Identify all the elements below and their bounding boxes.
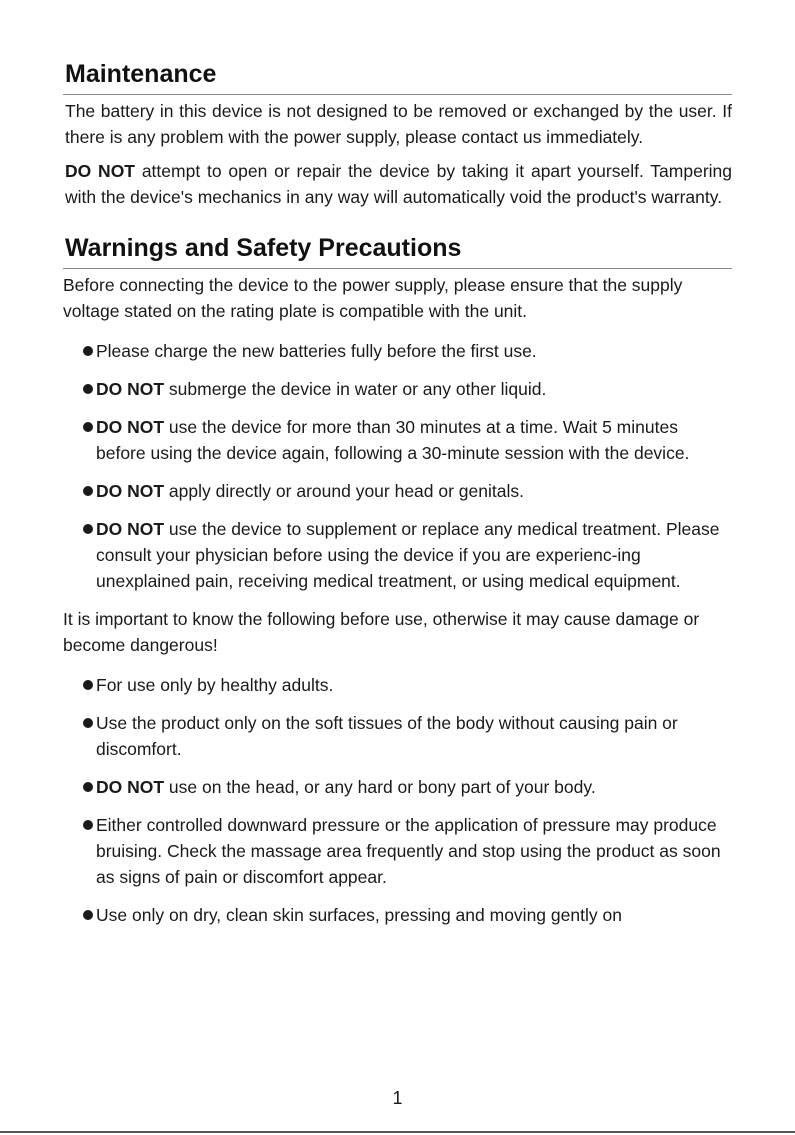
list-item-text: use on the head, or any hard or bony part of your body. (164, 777, 596, 797)
list-item-text: Use the product only on the soft tissues of the body without causing pain or discomfort. (96, 713, 678, 759)
list-item-text: use the device for more than 30 minutes at a time. Wait 5 minutes before using the device again, following a 30-minute session with the device. (96, 417, 690, 463)
list-item (63, 672, 732, 698)
bullet-icon (83, 524, 93, 534)
bullet-icon (83, 346, 93, 356)
page-number: 1 (392, 1088, 403, 1108)
bullet-icon (83, 422, 93, 432)
bullet-icon (83, 384, 93, 394)
list-item (63, 774, 732, 800)
list-item (63, 414, 732, 466)
bullet-icon (83, 782, 93, 792)
do-not-label: DO NOT (96, 519, 165, 539)
list-item (63, 710, 732, 762)
precautions-list-1 (63, 338, 732, 594)
list-item-text: submerge the device in water or any other liquid. (164, 379, 547, 399)
warnings-intro: Before connecting the device to the power supply, please ensure that the supply voltage stated on the rating plate is compatible with the unit. (63, 275, 683, 321)
list-item-text: Use only on dry, clean skin surfaces, pressing and moving gently on (96, 905, 622, 925)
manual-page (63, 58, 732, 940)
warnings-heading: Warnings and Safety Precautions (63, 232, 732, 269)
important-notice: It is important to know the following before use, otherwise it may cause damage or become dangerous! (63, 609, 700, 655)
maintenance-paragraph-2-text: attempt to open or repair the device by taking it apart yourself. Tampering with the device's mechanics in any way will automatically void the product's warranty. (65, 161, 733, 207)
maintenance-paragraph-2 (63, 158, 732, 210)
list-item (63, 338, 732, 364)
bullet-icon (83, 680, 93, 690)
list-item-text: Either controlled downward pressure or the application of pressure may produce bruising. Check the massage area frequently and stop using the product as soon as signs of pain or discomfort appear. (96, 815, 721, 887)
do-not-label: DO NOT (96, 417, 165, 437)
precautions-list-2 (63, 672, 732, 928)
maintenance-heading: Maintenance (63, 58, 732, 95)
bullet-icon (83, 486, 93, 496)
bullet-icon (83, 718, 93, 728)
list-item (63, 812, 732, 890)
bullet-icon (83, 820, 93, 830)
list-item-text: apply directly or around your head or genitals. (164, 481, 524, 501)
do-not-label: DO NOT (65, 161, 136, 181)
do-not-label: DO NOT (96, 777, 165, 797)
list-item-text: For use only by healthy adults. (96, 675, 334, 695)
list-item (63, 478, 732, 504)
do-not-label: DO NOT (96, 481, 165, 501)
maintenance-paragraph-1: The battery in this device is not designed to be removed or exchanged by the user. If there is any problem with the power supply, please contact us immediately. (65, 101, 732, 147)
list-item (63, 516, 732, 594)
list-item (63, 376, 732, 402)
do-not-label: DO NOT (96, 379, 165, 399)
bullet-icon (83, 910, 93, 920)
list-item-text: Please charge the new batteries fully before the first use. (96, 341, 537, 361)
bottom-rule (0, 1131, 795, 1133)
list-item (63, 902, 732, 928)
list-item-text: use the device to supplement or replace any medical treatment. Please consult your physician before using the device if you are experienc-ing unexplained pain, receiving medical treatment, or using medical equipment. (96, 519, 720, 591)
